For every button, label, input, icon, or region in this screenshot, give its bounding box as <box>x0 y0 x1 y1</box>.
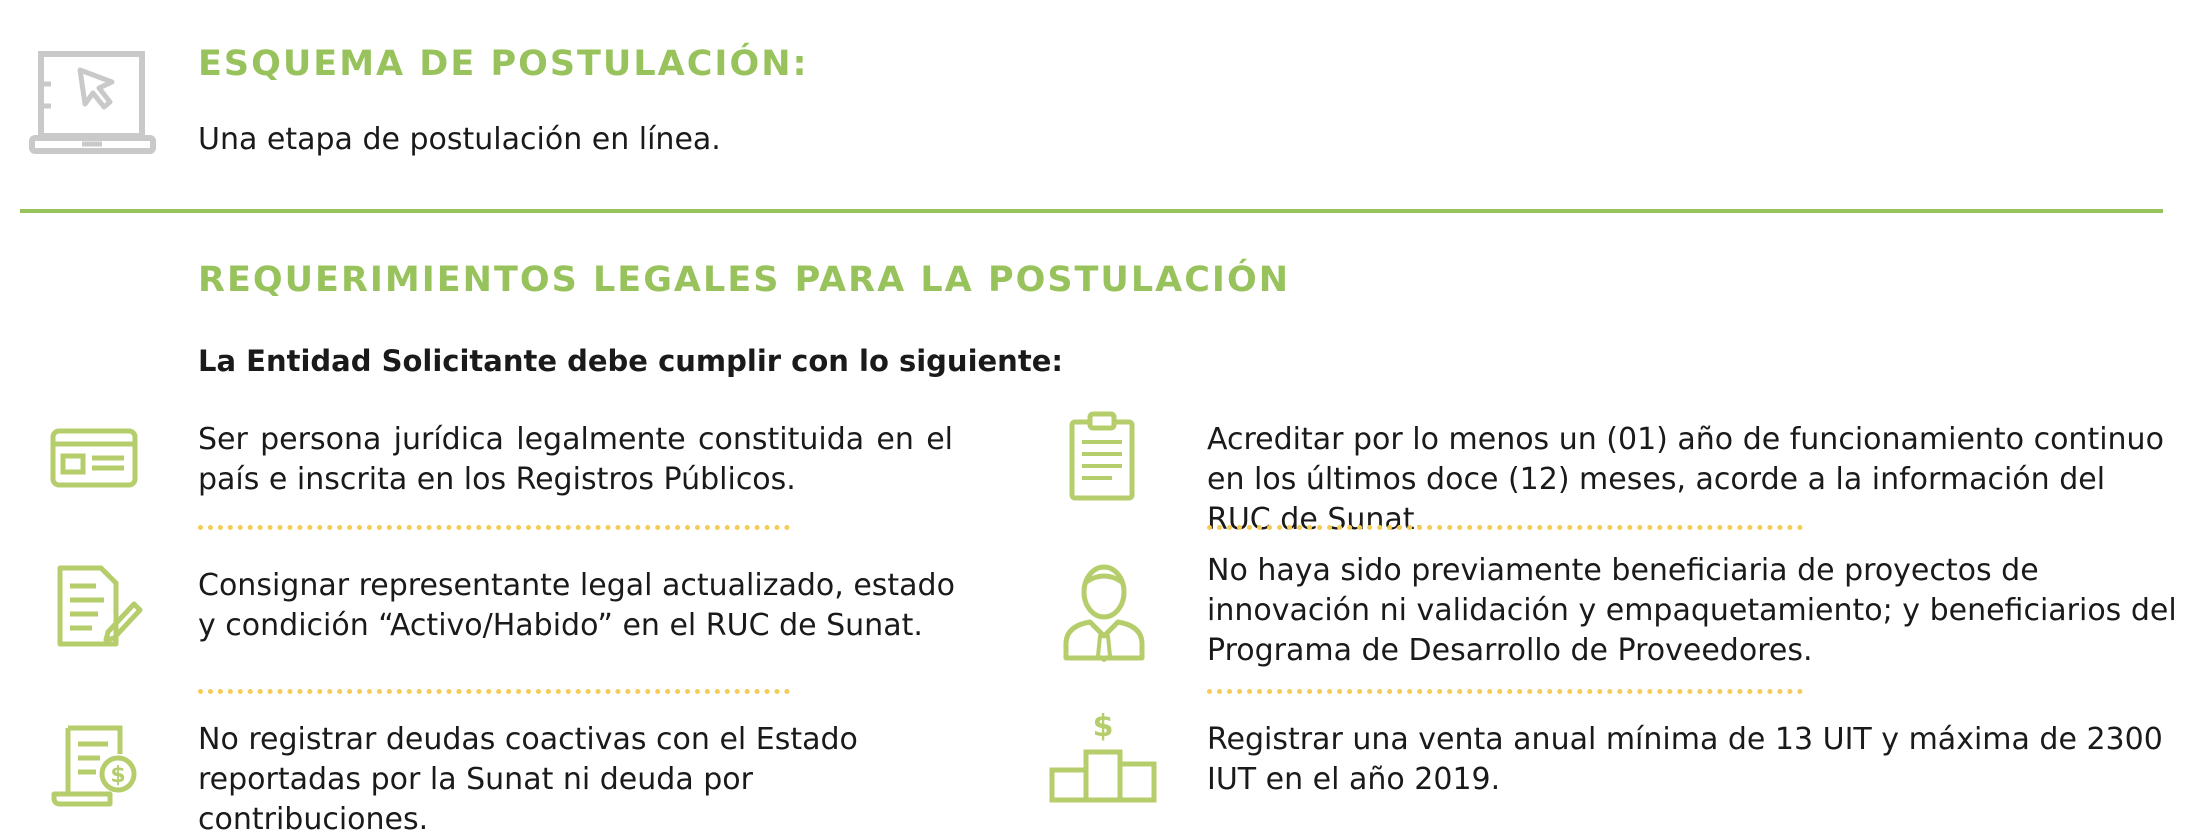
id-card-icon <box>50 428 138 488</box>
requirement-5: No haya sido previamente beneficiaria de proyectos de innovación ni validación y empaquetamiento; y beneficiarios del Programa de Desarrollo de Proveedores. <box>1207 553 2177 668</box>
requirement-1: Ser persona jurídica legalmente constituida en el país e inscrita en los Registros Públicos. <box>198 422 953 497</box>
separator-dots <box>1207 525 1803 530</box>
person-tie-icon <box>1062 562 1146 662</box>
svg-text:$: $ <box>110 763 126 788</box>
section-divider <box>20 209 2163 213</box>
document-pen-icon <box>56 564 141 649</box>
bill-dollar-icon <box>50 724 140 809</box>
separator-dots <box>198 689 790 694</box>
requirements-lead: La Entidad Solicitante debe cumplir con lo siguiente: <box>198 344 1063 378</box>
clipboard-icon <box>1068 410 1136 502</box>
separator-dots <box>1207 689 1803 694</box>
requirement-3: No registrar deudas coactivas con el Estado reportadas por la Sunat ni deuda por contribuciones. <box>198 722 858 837</box>
requirement-4: Acreditar por lo menos un (01) año de funcionamiento continuo en los últimos doce (12) meses, acorde a la información del RUC de Sunat. <box>1207 422 2164 537</box>
requirement-2: Consignar representante legal actualizado, estado y condición “Activo/Habido” en el RUC de Sunat. <box>198 568 955 643</box>
scheme-title: ESQUEMA DE POSTULACIÓN: <box>198 44 809 84</box>
separator-dots <box>198 525 790 530</box>
laptop-cursor-icon <box>30 50 155 155</box>
requirements-title: REQUERIMIENTOS LEGALES PARA LA POSTULACIÓN <box>198 260 1290 300</box>
requirement-6: Registrar una venta anual mínima de 13 UIT y máxima de 2300 IUT en el año 2019. <box>1207 722 2163 797</box>
scheme-text: Una etapa de postulación en línea. <box>198 122 721 157</box>
svg-text:$: $ <box>1092 709 1114 744</box>
podium-dollar-icon <box>1048 708 1158 804</box>
